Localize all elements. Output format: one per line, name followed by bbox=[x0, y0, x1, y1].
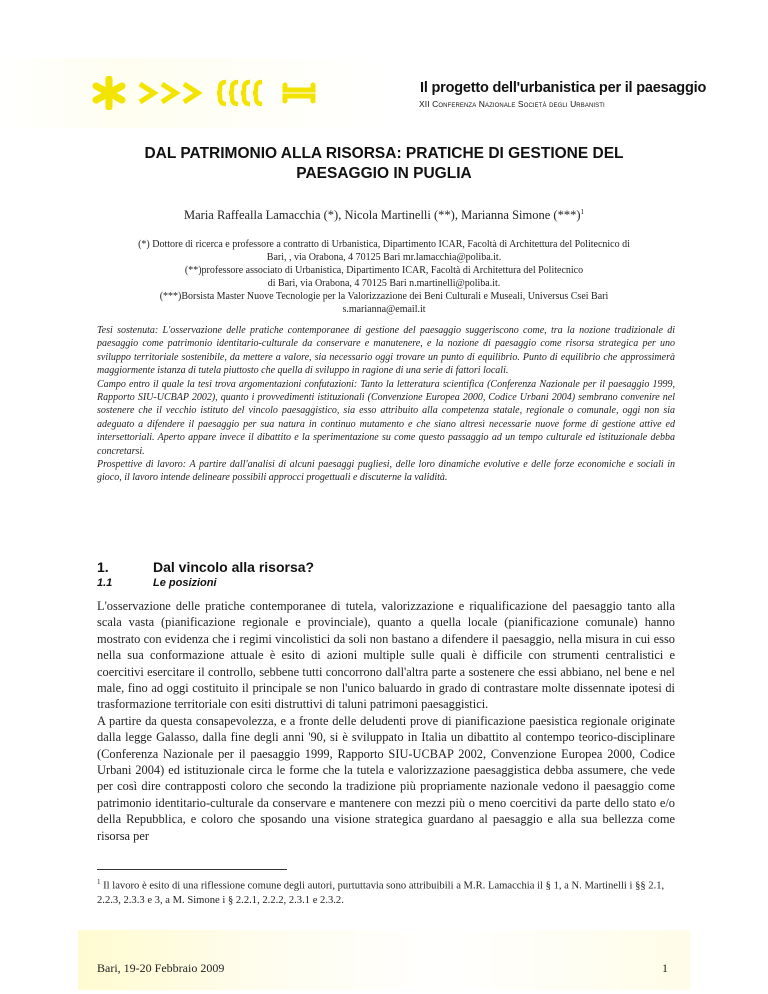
affiliation-line: s.marianna@email.it bbox=[342, 304, 426, 315]
affiliation-line: (***)Borsista Master Nuove Tecnologie per la Valorizzazione dei Beni Culturali e Museali, Universus Csei Bari bbox=[159, 291, 609, 302]
footer-band bbox=[78, 930, 690, 990]
abstract-perspectives: Prospettive di lavoro: A partire dall'analisi di alcuni paesaggi pugliesi, delle loro dinamiche evolutive e delle forze economiche e sociali in gioco, il lavoro intende delineare possibili approcci progettuali e discuterne la validità. bbox=[97, 459, 675, 484]
authors bbox=[60, 208, 708, 223]
affiliations bbox=[90, 238, 678, 316]
paper-title-line1: DAL PATRIMONIO ALLA RISORSA: PRATICHE DI GESTIONE DEL bbox=[144, 145, 624, 162]
paper-title bbox=[60, 144, 708, 184]
affiliation-line: (*) Dottore di ricerca e professore a contratto di Urbanistica, Dipartimento ICAR, Facoltà di Architettura del Politecnico di bbox=[138, 239, 630, 250]
subsection-heading-1-1 bbox=[97, 577, 675, 589]
section-heading-1 bbox=[97, 559, 675, 575]
footer-date: Bari, 19-20 Febbraio 2009 bbox=[97, 961, 225, 975]
abstract bbox=[97, 324, 675, 485]
abstract-thesis: Tesi sostenuta: L'osservazione delle pratiche contemporanee di gestione del paesaggio suggeriscono come, tra la nozione tradizionale di paesaggio come patrimonio identitario-culturale da conservare e manutenere, e la nozione di paesaggio come risorsa strategica per uno sviluppo territoriale sostenibile, da mettere a valore, sia necessario oggi trovare un punto di equilibrio. Punto di equilibrio che approssimerà maggiormente istanza di tutela piuttosto che quella di sviluppo in ragione di una serie di fattori locali. bbox=[97, 325, 675, 377]
footnote-divider bbox=[97, 869, 287, 870]
footnote-mark: 1 bbox=[97, 878, 101, 886]
affiliation-line: (**)professore associato di Urbanistica, Dipartimento ICAR, Facoltà di Architettura del Politecnico bbox=[184, 265, 584, 276]
footnote-text: Il lavoro è esito di una riflessione comune degli autori, purtuttavia sono attribuibili a M.R. Lamacchia il § 1, a N. Martinelli i §§ 2.1, 2.2.3, 2.3.3 e 3, a M. Simone i § 2.2.1, 2.2.2, 2.3.1 e 2.3.2. bbox=[97, 880, 665, 906]
subsection-number: 1.1 bbox=[97, 577, 113, 589]
brackets-logo-icon bbox=[216, 78, 272, 108]
wave-logo-icon bbox=[282, 80, 316, 106]
asterisk-logo-icon bbox=[92, 76, 126, 110]
authors-names: Maria Raffealla Lamacchia (*), Nicola Martinelli (**), Marianna Simone (***) bbox=[184, 208, 581, 223]
footnote bbox=[97, 875, 675, 908]
affiliation-line: di Bari, via Orabona, 4 70125 Bari n.martinelli@poliba.it. bbox=[267, 278, 501, 289]
page-number: 1 bbox=[662, 961, 668, 975]
conference-title: Il progetto dell'urbanistica per il paesaggio bbox=[420, 80, 707, 96]
section-number: 1. bbox=[97, 559, 109, 575]
chevrons-logo-icon bbox=[136, 78, 206, 108]
conference-subtitle: XII Conferenza Nazionale Società degli Urbanisti bbox=[419, 99, 605, 109]
affiliation-line: Bari, , via Orabona, 4 70125 Bari mr.lamacchia@poliba.it. bbox=[266, 252, 502, 263]
body-text bbox=[97, 598, 675, 844]
section-title: Dal vincolo alla risorsa? bbox=[153, 559, 315, 575]
subsection-title: Le posizioni bbox=[153, 577, 217, 589]
body-paragraph: A partire da questa consapevolezza, e a fronte delle deludenti prove di pianificazione paesistica regionale originate dalla legge Galasso, dalla fine degli anni '90, si è sviluppato in Italia un dibattito al contempo teorico-disciplinare (Conferenza Nazionale per il paesaggio 1999, Rapporto SIU-UCBAP 2002, Convenzione Europea 2000, Codice Urbani 2004) ed istituzionale circa le forme che la tutela e valorizzazione paesaggistica debba assumere, che vede per così dire contrapposti coloro che secondo la tradizione più propriamente nazionale vedono il paesaggio come patrimonio identitario-culturale da conservare e mantenere con mezzi più o meno coercitivi da parte dello stato e/o della Repubblica, e coloro che sposando una visione strategica guardano al paesaggio e alla sua bellezza come risorsa per bbox=[97, 713, 675, 843]
paper-title-line2: PAESAGGIO IN PUGLIA bbox=[296, 165, 472, 182]
authors-footnote-mark: 1 bbox=[580, 208, 584, 216]
abstract-field: Campo entro il quale la tesi trova argomentazioni confutazioni: Tanto la letteratura scientifica (Conferenza Nazionale per il paesaggio 1999, Rapporto SIU-UCBAP 2002), quanto i provvedimenti istituzionali (Convenzione Europea 2000, Codice Urbani 2004) sembrano convenire nel sostenere che il vecchio istituto del vincolo paesaggistico, sia esso attribuito alla competenza statale, regionale o comunale, oggi non sia adeguato a difendere il paesaggio per sua natura in continuo mutamento e che siano altresì necessarie nuove forme di gestione attive ed intersettoriali. Aperto appare invece il dibattito e la sperimentazione su come questo passaggio ad un tempo culturale ed istituzionale debba concretarsi. bbox=[97, 378, 675, 457]
body-paragraph: L'osservazione delle pratiche contemporanee di tutela, valorizzazione e riqualificazione del paesaggio tanto alla scala vasta (pianificazione regionale e provinciale), quanto a quella locale (pianificazione comunale) hanno mostrato con evidenza che i regimi vincolistici da soli non bastano a difendere il paesaggio, nella misura in cui esso nella sua conformazione attuale è esito di azioni multiple sulle quali è difficile con strumenti centralistici e coercitivi esercitare il controllo, sebbene tutti concorrono dall'altra parte a sostenere che essi abbiano, nel bene e nel male, fino ad oggi costituito il principale se non l'unico baluardo in grado di contrastare molte dissennate ipotesi di trasformazione territoriale con esiti distruttivi di taluni patrimoni paesaggistici. bbox=[97, 599, 675, 712]
